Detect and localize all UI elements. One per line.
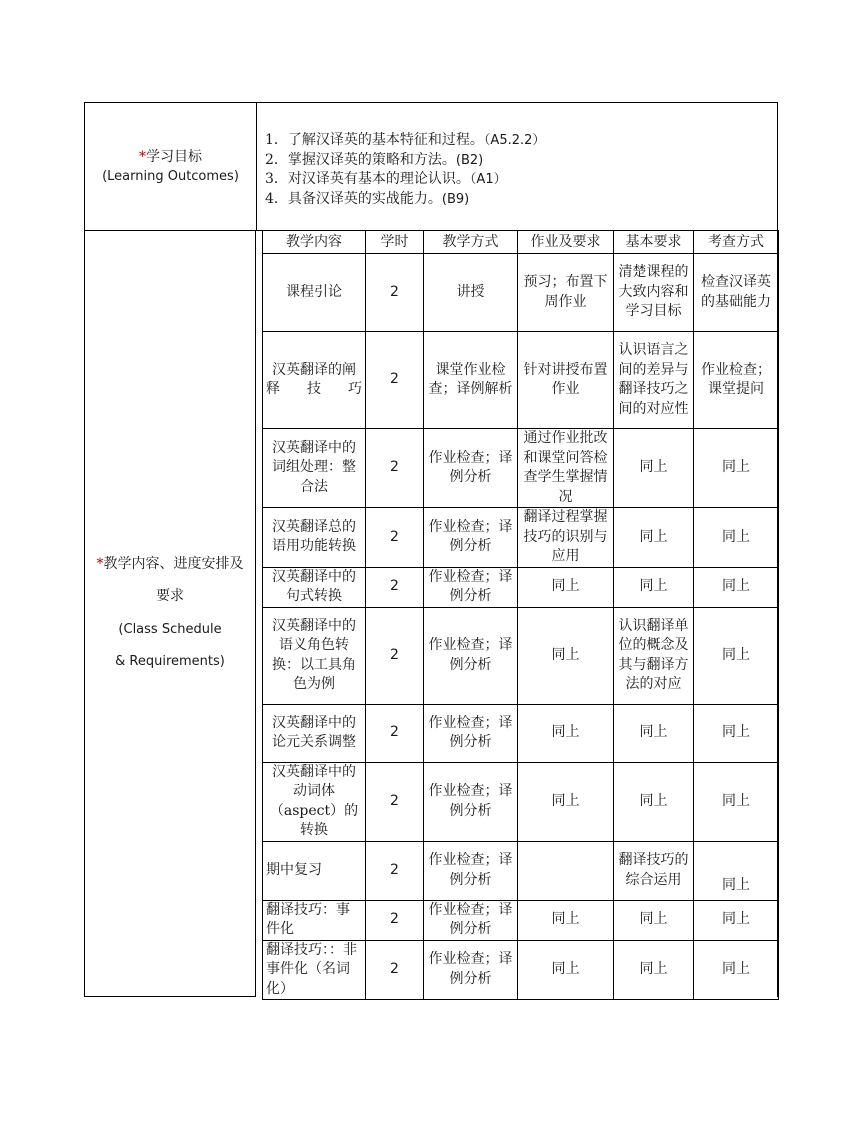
cell-homework: 同上 — [518, 762, 614, 841]
cell-homework: 预习；布置下周作业 — [518, 254, 614, 332]
schedule-label — [84, 230, 256, 997]
cell-basic: 同上 — [614, 940, 694, 1000]
table-row — [263, 940, 779, 1000]
cell-hours: 2 — [366, 841, 424, 900]
cell-method: 课堂作业检查；译例解析 — [424, 332, 518, 429]
cell-content: 汉英翻译中的句式转换 — [263, 567, 366, 607]
header-method: 教学方式 — [424, 231, 518, 254]
cell-method: 作业检查；译例分析 — [424, 508, 518, 568]
table-row — [263, 900, 779, 940]
cell-homework: 同上 — [518, 900, 614, 940]
outcome-text: 掌握汉译英的策略和方法。 — [287, 151, 456, 168]
cell-content: 汉英翻译中的论元关系调整 — [263, 704, 366, 762]
schedule-label-cn-1 — [97, 548, 244, 580]
schedule-title: 教学内容、进度安排及 — [103, 556, 244, 572]
cell-method: 作业检查；译例分析 — [424, 429, 518, 508]
cell-basic: 同上 — [614, 508, 694, 568]
cell-content: 翻译技巧：事件化 — [263, 900, 366, 940]
cell-homework: 同上 — [518, 940, 614, 1000]
header-homework: 作业及要求 — [518, 231, 614, 254]
cell-hours: 2 — [366, 332, 424, 429]
cell-hours: 2 — [366, 762, 424, 841]
cell-assessment: 同上 — [694, 762, 779, 841]
cell-homework: 同上 — [518, 704, 614, 762]
outcome-code: (B9) — [441, 191, 470, 207]
cell-content: 汉英翻译总的语用功能转换 — [263, 508, 366, 568]
learning-outcomes-title-en: (Learning Outcomes) — [102, 168, 239, 184]
table-row — [263, 841, 779, 900]
cell-assessment: 同上 — [694, 508, 779, 568]
cell-method: 作业检查；译例分析 — [424, 900, 518, 940]
cell-assessment: 同上 — [694, 900, 779, 940]
cell-basic: 同上 — [614, 429, 694, 508]
cell-assessment: 同上 — [694, 429, 779, 508]
cell-hours: 2 — [366, 429, 424, 508]
table-row — [263, 254, 779, 332]
header-content: 教学内容 — [263, 231, 366, 254]
cell-hours: 2 — [366, 508, 424, 568]
outcome-code: (B2) — [455, 152, 484, 168]
cell-content: 汉英翻译中的词组处理：整合法 — [263, 429, 366, 508]
cell-basic: 认识翻译单位的概念及其与翻译方法的对应 — [614, 607, 694, 704]
cell-assessment: 同上 — [694, 567, 779, 607]
cell-hours: 2 — [366, 607, 424, 704]
schedule-table — [262, 230, 779, 1000]
cell-basic: 同上 — [614, 704, 694, 762]
cell-content: 汉英翻译中的动词体（aspect）的转换 — [263, 762, 366, 841]
cell-content: 翻译技巧：：非事件化（名词化） — [263, 940, 366, 1000]
outcome-text: 对汉译英有基本的理论认识。 — [287, 171, 470, 187]
table-row — [263, 704, 779, 762]
cell-assessment: 同上 — [694, 841, 779, 900]
cell-basic: 认识语言之间的差异与翻译技巧之间的对应性 — [614, 332, 694, 429]
cell-basic: 同上 — [614, 900, 694, 940]
schedule-label-en-2: & Requirements) — [115, 654, 225, 669]
cell-content: 汉英翻译中的语义角色转换：以工具角色为例 — [263, 607, 366, 704]
outcome-number: 4． — [265, 190, 288, 207]
learning-outcomes-list — [265, 131, 765, 209]
outcome-item — [265, 131, 765, 151]
cell-method: 作业检查；译例分析 — [424, 607, 518, 704]
cell-content: 期中复习 — [263, 841, 366, 900]
cell-homework: 针对讲授布置作业 — [518, 332, 614, 429]
learning-outcomes-title: 学习目标 — [146, 148, 202, 165]
table-row — [263, 567, 779, 607]
table-row — [263, 762, 779, 841]
required-star: * — [139, 148, 146, 165]
cell-method: 作业检查；译例分析 — [424, 940, 518, 1000]
cell-hours: 2 — [366, 567, 424, 607]
cell-assessment: 检查汉译英的基础能力 — [694, 254, 779, 332]
cell-homework: 通过作业批改和课堂问答检查学生掌握情况 — [518, 429, 614, 508]
learning-outcomes-label — [85, 103, 257, 230]
schedule-label-en-1: (Class Schedule — [118, 622, 222, 637]
outcome-number: 3． — [265, 171, 288, 187]
outcome-code: （A1） — [469, 172, 507, 187]
cell-content: 课程引论 — [263, 254, 366, 332]
schedule-label-cn-2: 要求 — [156, 588, 184, 604]
table-row — [263, 607, 779, 704]
cell-method: 作业检查；译例分析 — [424, 841, 518, 900]
cell-method: 作业检查；译例分析 — [424, 567, 518, 607]
learning-outcomes-row — [84, 102, 778, 231]
cell-basic: 同上 — [614, 762, 694, 841]
cell-hours: 2 — [366, 900, 424, 940]
required-star: * — [96, 556, 104, 572]
cell-basic: 翻译技巧的综合运用 — [614, 841, 694, 900]
cell-homework: 同上 — [518, 607, 614, 704]
cell-assessment: 同上 — [694, 704, 779, 762]
table-header-row — [263, 231, 779, 254]
outcome-item — [265, 151, 765, 171]
table-row — [263, 508, 779, 568]
cell-method: 讲授 — [424, 254, 518, 332]
cell-assessment: 作业检查；课堂提问 — [694, 332, 779, 429]
cell-basic: 同上 — [614, 567, 694, 607]
table-row — [263, 429, 779, 508]
learning-outcomes-label-cn — [139, 147, 202, 167]
outcome-item — [265, 170, 765, 190]
cell-assessment: 同上 — [694, 940, 779, 1000]
outcome-code: （A5.2.2） — [483, 133, 546, 148]
outcome-number: 1． — [265, 132, 288, 148]
outcome-text: 了解汉译英的基本特征和过程。 — [287, 132, 484, 148]
cell-content: 汉英翻译的阐释技巧 — [263, 332, 366, 429]
cell-method: 作业检查；译例分析 — [424, 762, 518, 841]
cell-method: 作业检查；译例分析 — [424, 704, 518, 762]
outcome-number: 2． — [265, 151, 288, 168]
header-basic: 基本要求 — [614, 231, 694, 254]
table-row — [263, 332, 779, 429]
cell-homework — [518, 841, 614, 900]
outcome-text: 具备汉译英的实战能力。 — [287, 190, 442, 207]
cell-assessment: 同上 — [694, 607, 779, 704]
cell-homework: 同上 — [518, 567, 614, 607]
header-assessment: 考查方式 — [694, 231, 779, 254]
cell-hours: 2 — [366, 254, 424, 332]
cell-hours: 2 — [366, 940, 424, 1000]
cell-hours: 2 — [366, 704, 424, 762]
cell-basic: 清楚课程的大致内容和学习目标 — [614, 254, 694, 332]
outcome-item — [265, 190, 765, 210]
header-hours: 学时 — [366, 231, 424, 254]
cell-homework: 翻译过程掌握技巧的识别与应用 — [518, 508, 614, 568]
